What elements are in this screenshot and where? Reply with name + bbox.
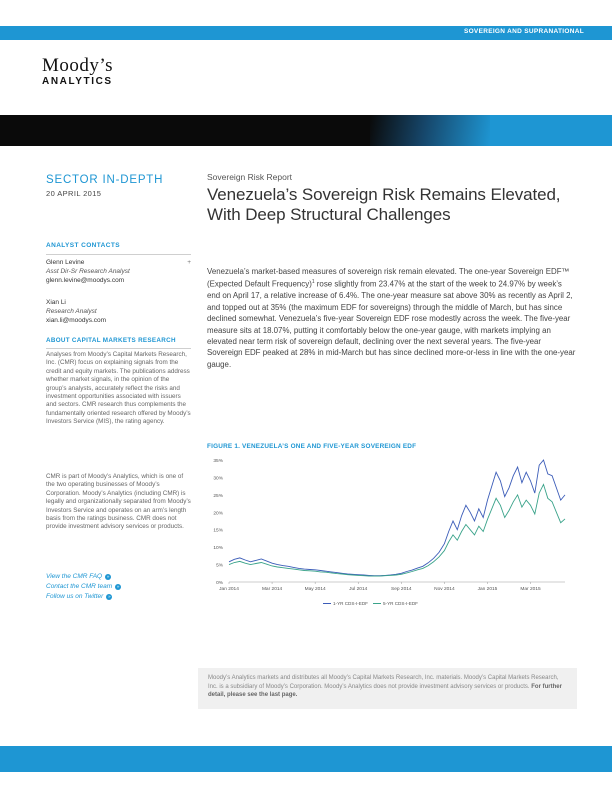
moodys-analytics-logo bbox=[42, 56, 113, 87]
sector-bar bbox=[0, 26, 612, 40]
sector-title: SECTOR IN-DEPTH bbox=[46, 174, 164, 186]
x-tick-label: Jan 2014 bbox=[219, 587, 239, 592]
arrow-circle-icon[interactable]: » bbox=[108, 594, 111, 599]
arrow-circle-icon[interactable]: » bbox=[116, 584, 120, 589]
series-line-2 bbox=[229, 484, 565, 576]
contact-email[interactable]: glenn.levine@moodys.com bbox=[46, 277, 125, 284]
x-tick-label: Mar 2015 bbox=[520, 587, 541, 592]
body-text-part: Venezuela’s market-based measures of sovereign risk remain elevated. The one-year Sovereign EDF™ (Expected Default Frequency) bbox=[207, 267, 570, 290]
disclaimer-bold: For further detail, please see the last page. bbox=[208, 683, 562, 699]
contact-email[interactable]: xian.li@moodys.com bbox=[46, 317, 107, 324]
legend-entry: 5-YR CDS-I-EDF bbox=[383, 601, 418, 606]
logo-wordmark: Moody’s bbox=[42, 55, 114, 76]
y-tick-label: 15% bbox=[213, 528, 223, 534]
sidebar-links bbox=[46, 572, 191, 602]
x-tick-label: Jul 2014 bbox=[349, 587, 368, 592]
about-cmr-heading: ABOUT CAPITAL MARKETS RESEARCH bbox=[46, 337, 191, 349]
x-tick-label: May 2014 bbox=[304, 587, 326, 592]
x-tick-label: Nov 2014 bbox=[434, 587, 455, 592]
contact-name: Xian Li bbox=[46, 299, 66, 306]
body-text-part: rose slightly from 23.47% at the start of the week to 24.97% by week’s end on April 17, a relative increase of 6.4%. The one-year measure sat above 30% as recently as April 2, and topped out at 35% (the maximum EDF for sovereigns) through the middle of March, but has since declined somewhat. Venezuela’s five-year Sovereign EDF rose modestly across the week. The five-year measure sits at 18.07%, putting it comfortably below the one-year gauge, with markets implying an elevated near term risk of sovereign default, declining over the next several years. The five-year Sovereign EDF peaked at 28% in mid-March but has since declined more-or-less in line with the one-year gauge. bbox=[207, 280, 576, 369]
series-line-1 bbox=[229, 460, 565, 576]
about-paragraph: Analyses from Moody’s Capital Markets Research, Inc. (CMR) focus on explaining signals from the credit and equity markets. The publications address whether market signals, in the opinion of the group’s analysts, accurately reflect the risks and investment opportunities associated with issuers and sectors. CMR research thus complements the fundamentally oriented research offered by Moody’s Investors Service (MIS), the rating agency. bbox=[46, 351, 191, 426]
y-tick-label: 5% bbox=[216, 563, 223, 569]
sector-label: SOVEREIGN AND SUPRANATIONAL bbox=[463, 28, 584, 35]
edf-chart bbox=[205, 454, 577, 616]
y-tick-label: 0% bbox=[216, 581, 223, 586]
contact-card bbox=[46, 298, 191, 325]
analyst-contacts-heading: ANALYST CONTACTS bbox=[46, 242, 191, 255]
x-tick-label: Sep 2014 bbox=[391, 587, 412, 592]
footnote-marker[interactable]: 1 bbox=[311, 279, 315, 286]
footer-band bbox=[0, 746, 612, 772]
x-tick-label: Jan 2015 bbox=[477, 587, 498, 592]
logo-subtitle: ANALYTICS bbox=[42, 76, 113, 87]
arrow-circle-icon[interactable]: » bbox=[106, 574, 110, 579]
contact-team-link[interactable] bbox=[46, 582, 191, 592]
y-tick-label: 20% bbox=[213, 511, 223, 517]
faq-link[interactable] bbox=[46, 572, 191, 582]
expand-plus-icon[interactable]: + bbox=[187, 259, 191, 266]
faq-link-label[interactable]: View the CMR FAQ bbox=[46, 573, 103, 580]
disclaimer-box bbox=[198, 668, 577, 709]
sidebar-heading bbox=[46, 174, 191, 198]
contact-role: Research Analyst bbox=[46, 308, 97, 315]
twitter-link[interactable] bbox=[46, 592, 191, 602]
contact-team-link-label[interactable]: Contact the CMR team bbox=[46, 583, 113, 590]
twitter-link-label[interactable]: Follow us on Twitter bbox=[46, 593, 104, 600]
x-tick-label: Mar 2014 bbox=[261, 587, 283, 592]
body-paragraph bbox=[207, 266, 577, 370]
y-tick-label: 35% bbox=[213, 459, 223, 464]
y-tick-label: 30% bbox=[213, 476, 223, 482]
contact-card bbox=[46, 258, 191, 285]
contact-name: Glenn Levine bbox=[46, 259, 85, 266]
header-band-black bbox=[0, 115, 420, 146]
y-tick-label: 25% bbox=[213, 493, 223, 499]
headline: Venezuela’s Sovereign Risk Remains Elevated, With Deep Structural Challenges bbox=[207, 185, 561, 224]
publication-date: 20 APRIL 2015 bbox=[46, 189, 102, 198]
disclaimer-text: Moody’s Analytics markets and distributes all Moody’s Capital Markets Research, Inc. materials. Moody’s Capital Markets Research, Inc. is a subsidiary of Moody’s Corporation. Moody’s Analytics does not provide investment advisory services or products. bbox=[208, 675, 559, 690]
article-header bbox=[207, 172, 577, 224]
top-margin bbox=[0, 0, 612, 26]
figure-title: FIGURE 1. VENEZUELA’S ONE AND FIVE-YEAR SOVEREIGN EDF bbox=[207, 443, 417, 450]
edf-chart-svg bbox=[205, 454, 577, 616]
report-type: Sovereign Risk Report bbox=[207, 172, 293, 182]
about-paragraph: CMR is part of Moody’s Analytics, which is one of the two operating businesses of Moody’s Corporation. Moody’s Analytics (including CMR) is legally and organizationally separated from Moody’s Investors Service and operates on an arm’s length basis from the ratings business. CMR does not provide investment advisory services or products. bbox=[46, 473, 191, 531]
contact-role: Asst Dir-Sr Research Analyst bbox=[46, 268, 130, 275]
y-tick-label: 10% bbox=[213, 546, 223, 552]
header-band-streak bbox=[370, 115, 490, 146]
legend-entry: 1-YR CDS-I-EDF bbox=[333, 601, 368, 606]
